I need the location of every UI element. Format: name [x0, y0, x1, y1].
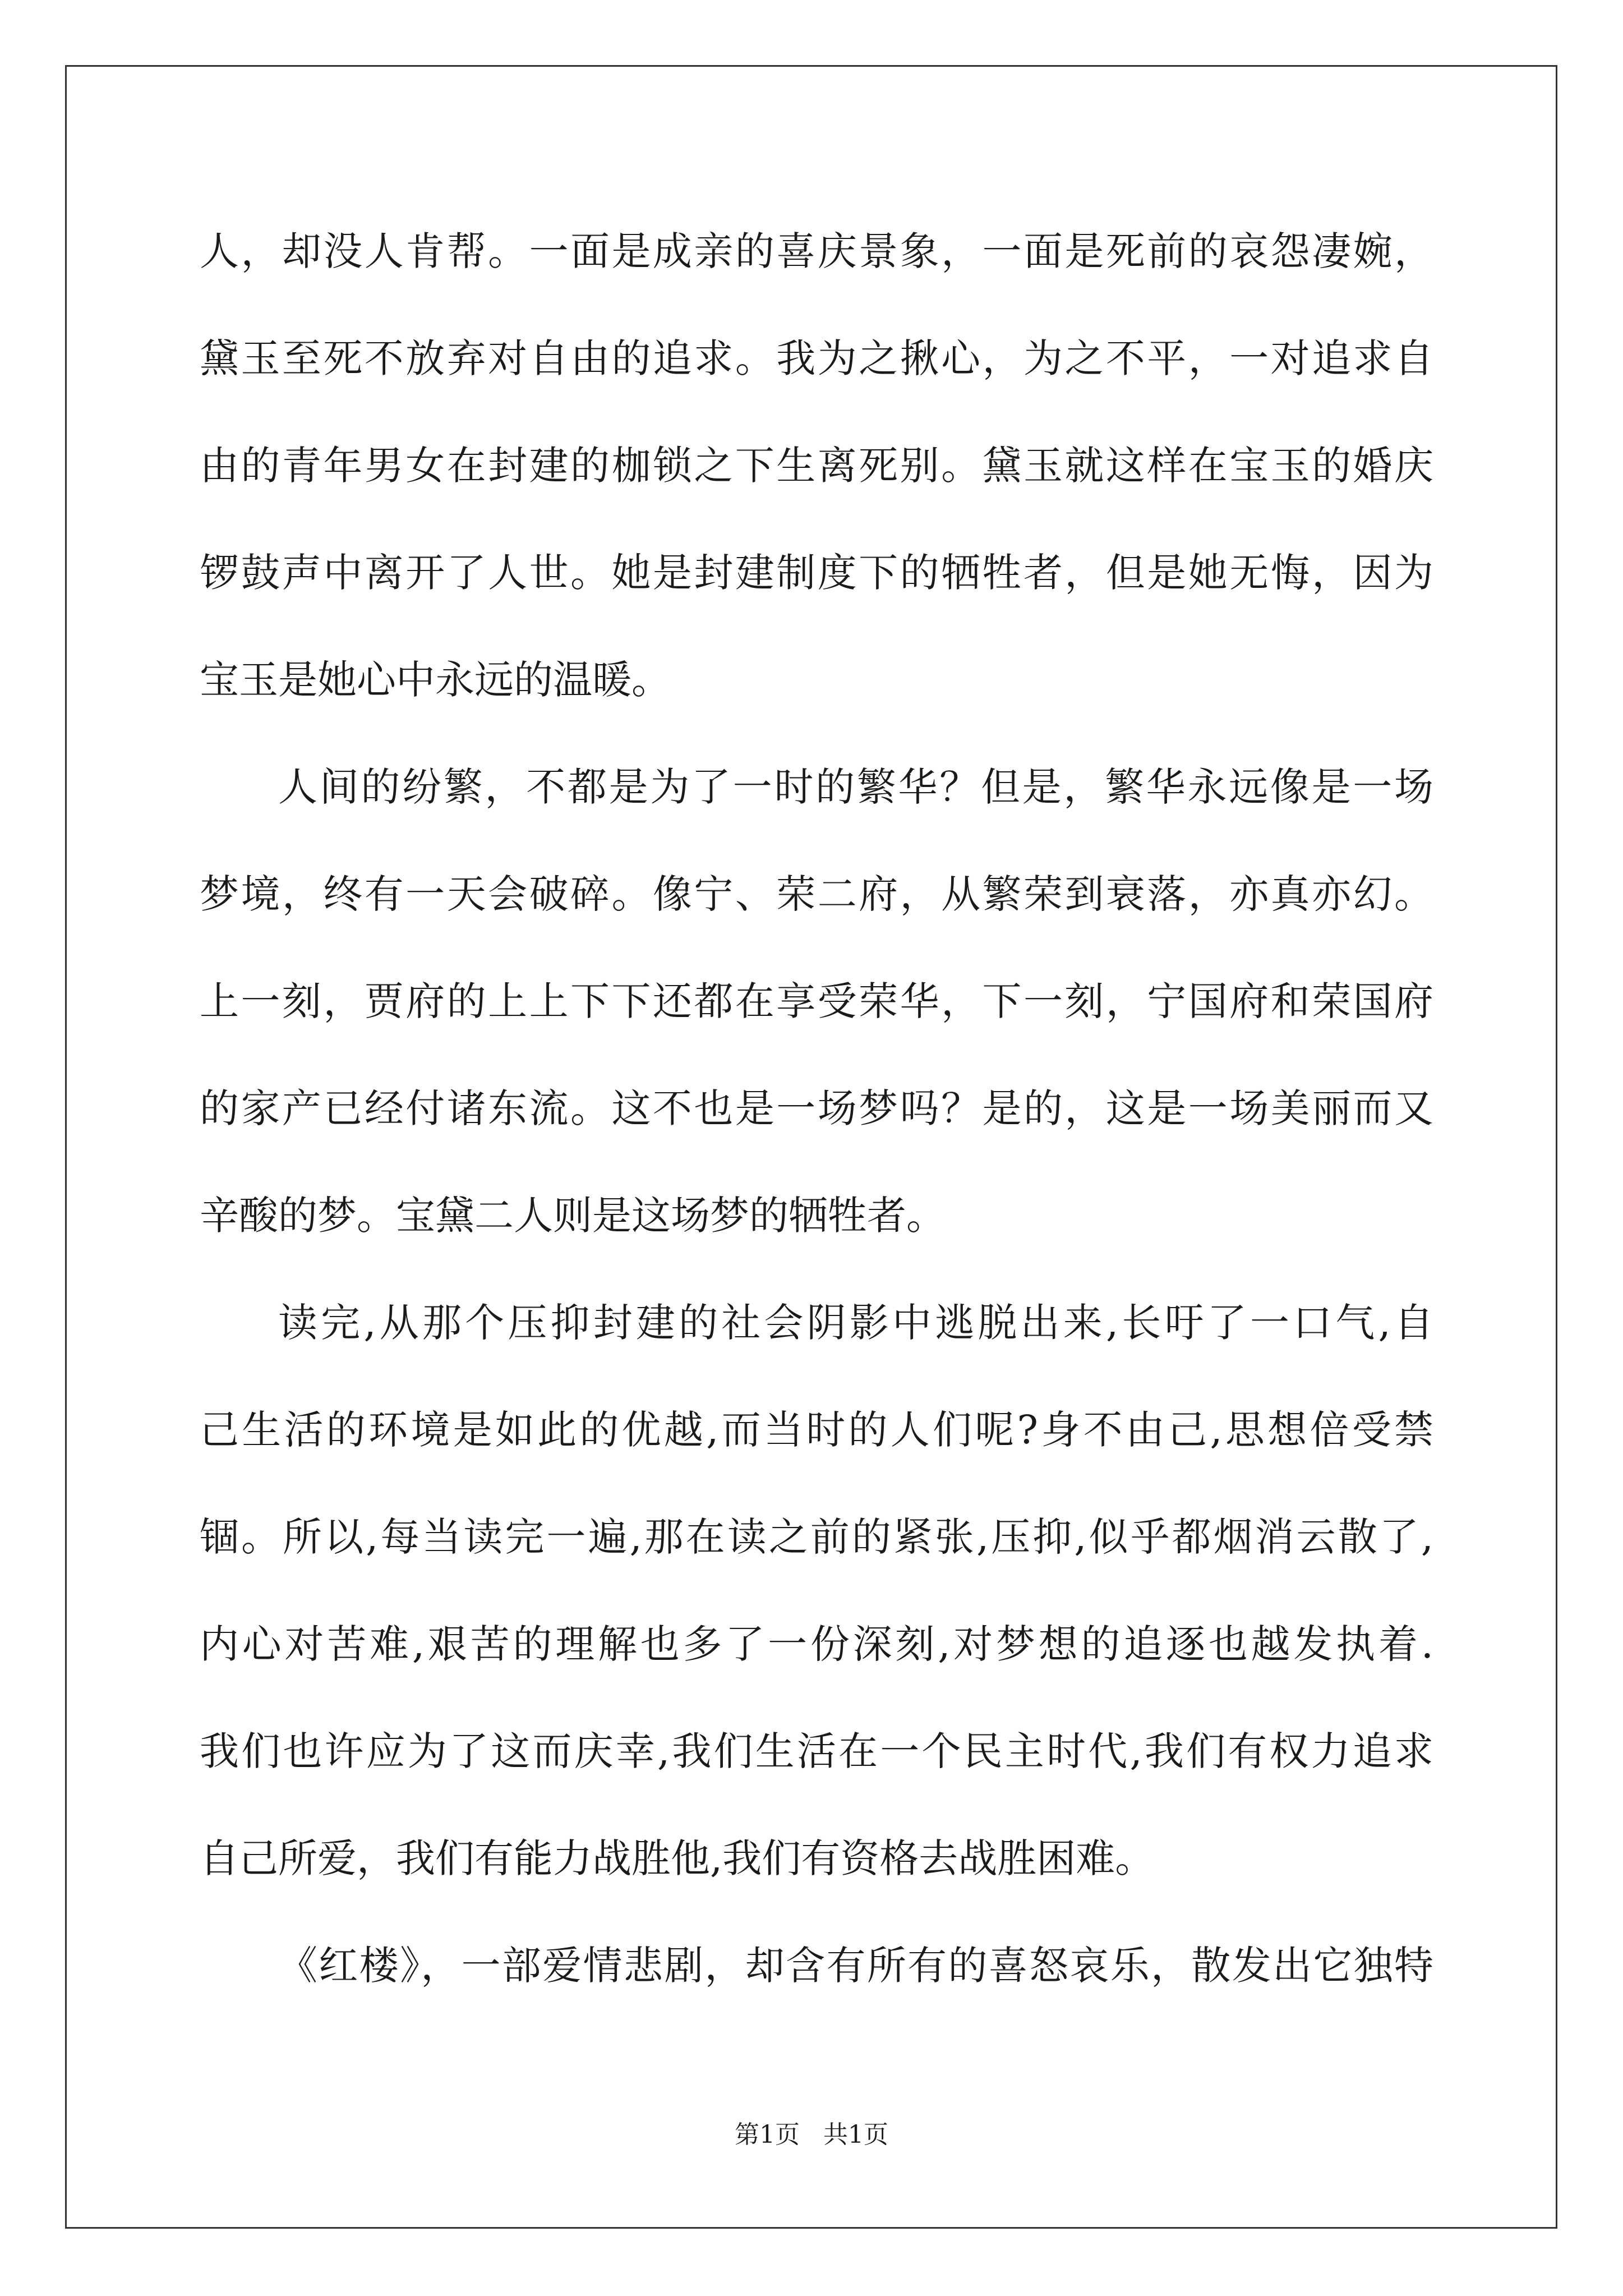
text-line: 读完,从那个压抑封建的社会阴影中逃脱出来,长吁了一口气,自 [278, 1300, 1433, 1346]
text-line: 由的青年男女在封建的枷锁之下生离死别。黛玉就这样在宝玉的婚庆 [200, 443, 1433, 489]
text-line: 宝玉是她心中永远的温暖。 [200, 657, 671, 703]
text-line: 辛酸的梦。宝黛二人则是这场梦的牺牲者。 [200, 1193, 946, 1239]
text-line: 锢。所以,每当读完一遍,那在读之前的紧张,压抑,似乎都烟消云散了, [200, 1514, 1433, 1560]
text-line: 我们也许应为了这而庆幸,我们生活在一个民主时代,我们有权力追求 [200, 1728, 1433, 1774]
text-line: 《红楼》，一部爱情悲剧，却含有所有的喜怒哀乐，散发出它独特 [278, 1943, 1433, 1989]
text-line: 自己所爱，我们有能力战胜他,我们有资格去战胜困难。 [200, 1835, 1155, 1881]
text-line: 人间的纷繁，不都是为了一时的繁华？但是，繁华永远像是一场 [278, 764, 1433, 810]
text-line: 人，却没人肯帮。一面是成亲的喜庆景象，一面是死前的哀怨凄婉， [200, 228, 1433, 274]
text-line: 黛玉至死不放弃对自由的追求。我为之揪心，为之不平，一对追求自 [200, 335, 1433, 381]
text-line: 锣鼓声中离开了人世。她是封建制度下的牺牲者，但是她无悔，因为 [200, 550, 1433, 596]
text-line: 上一刻，贾府的上上下下还都在享受荣华，下一刻，宁国府和荣国府 [200, 978, 1433, 1024]
text-line: 的家产已经付诸东流。这不也是一场梦吗？是的，这是一场美丽而又 [200, 1085, 1433, 1131]
text-line: 梦境，终有一天会破碎。像宁、荣二府，从繁荣到衰落，亦真亦幻。 [200, 871, 1433, 917]
page-number: 第1页 共1页 [735, 2120, 888, 2149]
text-line: 己生活的环境是如此的优越,而当时的人们呢?身不由己,思想倍受禁 [200, 1407, 1433, 1453]
text-line: 内心对苦难,艰苦的理解也多了一份深刻,对梦想的追逐也越发执着. [200, 1621, 1433, 1667]
